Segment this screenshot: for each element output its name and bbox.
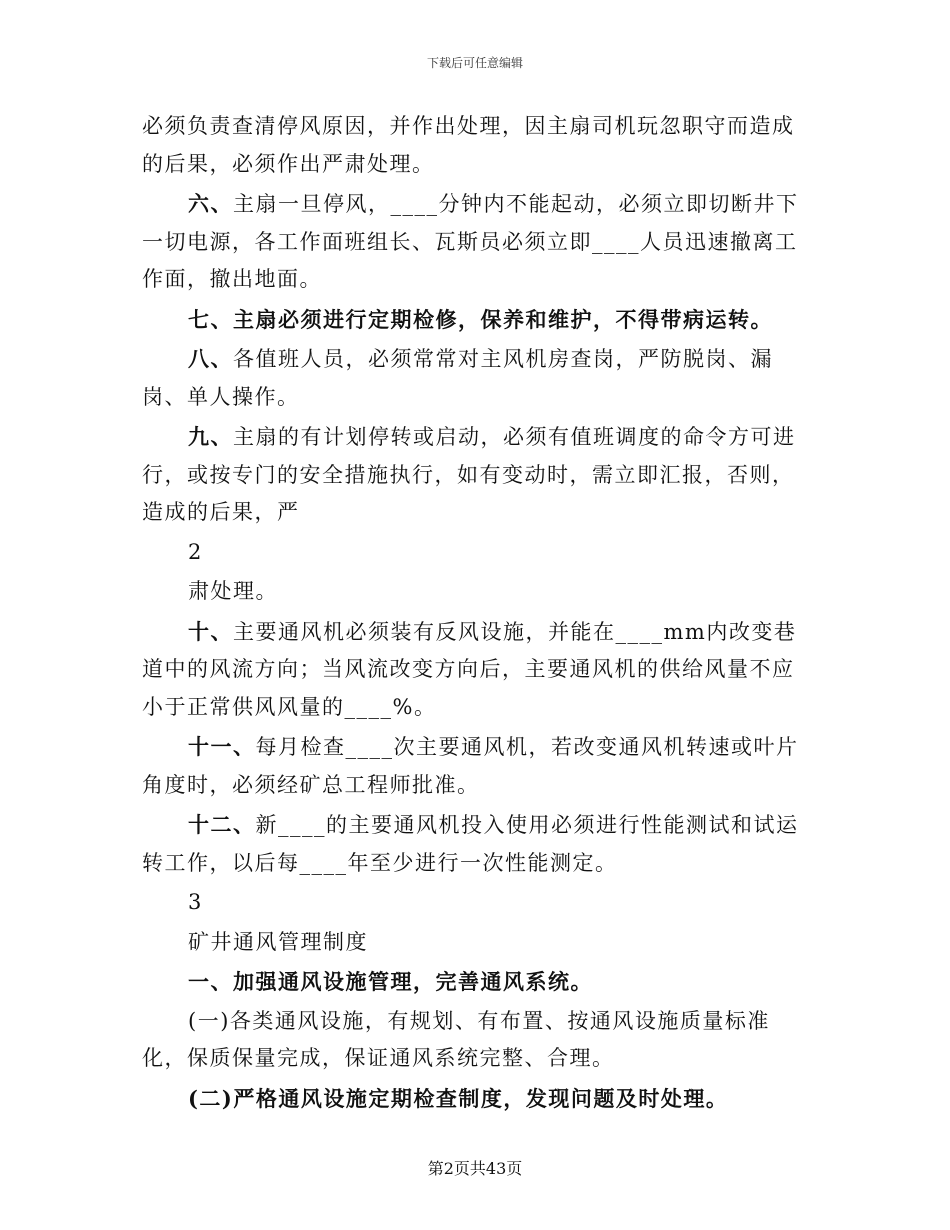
clause-6: 六、主扇一旦停风，____分钟内不能起动，必须立即切断井下一切电源，各工作面班组长、瓦斯员必须立即____人员迅速撤离工作面，撤出地面。 [142, 191, 799, 291]
clause-10: 十、主要通风机必须装有反风设施，并能在____mm内改变巷道中的风流方向；当风流改变方向后，主要通风机的供给风量不应小于正常供风风量的____%。 [142, 618, 797, 719]
item-2: (二)严格通风设施定期检查制度，发现问题及时处理。 [188, 1085, 729, 1111]
clause-9: 九、主扇的有计划停转或启动，必须有值班调度的命令方可进行，或按专门的安全措施执行，如有变动时，需立即汇报，否则，造成的后果，严 [142, 424, 796, 524]
section-title: 矿井通风管理制度 [188, 929, 368, 954]
clause-11: 十一、每月检查____次主要通风机，若改变通风机转速或叶片角度时，必须经矿总工程师批准。 [142, 734, 799, 797]
document-body [142, 108, 808, 1117]
page-footer: 第2页共43页 [427, 1159, 523, 1178]
paragraph-continuation-2: 肃处理。 [188, 579, 278, 603]
clause-8: 八、各值班人员，必须常常对主风机房查岗，严防脱岗、漏岗、单人操作。 [142, 346, 773, 409]
item-1: (一)各类通风设施，有规划、有布置、按通风设施质量标准化，保质保量完成，保证通风系统完整、合理。 [142, 1008, 770, 1070]
clause-12: 十二、新____的主要通风机投入使用必须进行性能测试和试运转工作，以后每____年至少进行一次性能测定。 [142, 812, 799, 875]
paragraph-continuation: 必须负责查清停风原因，并作出处理，因主扇司机玩忽职守而造成的后果，必须作出严肃处理。 [142, 114, 795, 176]
page-marker-3: 3 [188, 890, 203, 914]
page-marker-2: 2 [188, 539, 203, 564]
section-1-heading: 一、加强通风设施管理，完善通风系统。 [188, 969, 593, 994]
page-header: 下载后可任意编辑 [426, 56, 523, 70]
clause-7: 七、主扇必须进行定期检修，保养和维护，不得带病运转。 [188, 306, 773, 332]
